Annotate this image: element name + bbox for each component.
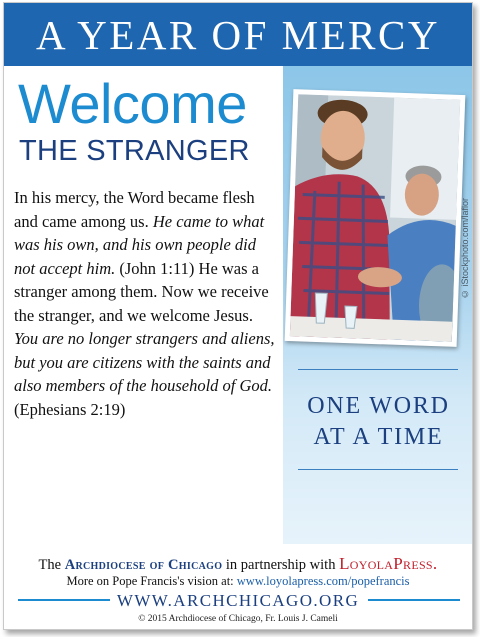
body-quote-john: He came to what was his own, and his own people did not accept him. bbox=[14, 211, 265, 278]
partnership-line bbox=[4, 554, 472, 574]
body-text-3: (Ephesians 2:19) bbox=[14, 399, 126, 419]
footer bbox=[4, 544, 472, 630]
motto-rule-top bbox=[298, 369, 458, 370]
body-text-1: In his mercy, the Word became flesh and came among us. bbox=[14, 188, 255, 231]
loyola-link[interactable]: www.loyolapress.com/popefrancis bbox=[236, 574, 410, 588]
photo-frame bbox=[285, 89, 466, 347]
body-quote-ephesians: You are no longer strangers and aliens, but you are citizens with the saints and also members of the household of God. bbox=[14, 329, 275, 395]
archchicago-link[interactable]: WWW.ARCHCHICAGO.ORG bbox=[116, 591, 360, 610]
more-info-line bbox=[4, 574, 472, 589]
site-rule-right bbox=[368, 599, 460, 601]
banner-title: A YEAR OF MERCY bbox=[36, 11, 440, 58]
photo-credit: © iStockphoto.com/laflor bbox=[460, 198, 470, 300]
motto bbox=[283, 391, 473, 453]
handshake-photo bbox=[290, 94, 460, 342]
loyola-press-logo: LoyolaPress bbox=[339, 554, 433, 573]
partner-mid: in partnership with bbox=[222, 557, 340, 573]
motto-line-2: AT A TIME bbox=[313, 424, 444, 450]
partner-prefix: The bbox=[38, 557, 65, 573]
copyright: © 2015 Archdiocese of Chicago, Fr. Louis J. Cameli bbox=[138, 614, 338, 624]
handshake-illustration bbox=[290, 94, 460, 342]
archdiocese-name: Archdiocese of Chicago bbox=[64, 557, 223, 573]
mercy-card bbox=[3, 2, 473, 630]
more-prefix: More on Pope Francis's vision at: bbox=[66, 574, 237, 588]
loyola-period: . bbox=[432, 554, 438, 573]
motto-rule-bottom bbox=[298, 469, 458, 470]
body-text-2: (John 1:11) He was a stranger among them. Now we receive the stranger, and we welcome Jesus. bbox=[14, 258, 269, 325]
stranger-subheading: THE STRANGER bbox=[19, 135, 250, 167]
scripture-paragraph bbox=[14, 186, 276, 421]
motto-line-1: ONE WORD bbox=[307, 393, 450, 419]
photo-column bbox=[283, 66, 473, 544]
title-banner bbox=[4, 3, 472, 66]
text-column bbox=[4, 66, 282, 544]
welcome-heading: Welcome bbox=[18, 72, 247, 135]
